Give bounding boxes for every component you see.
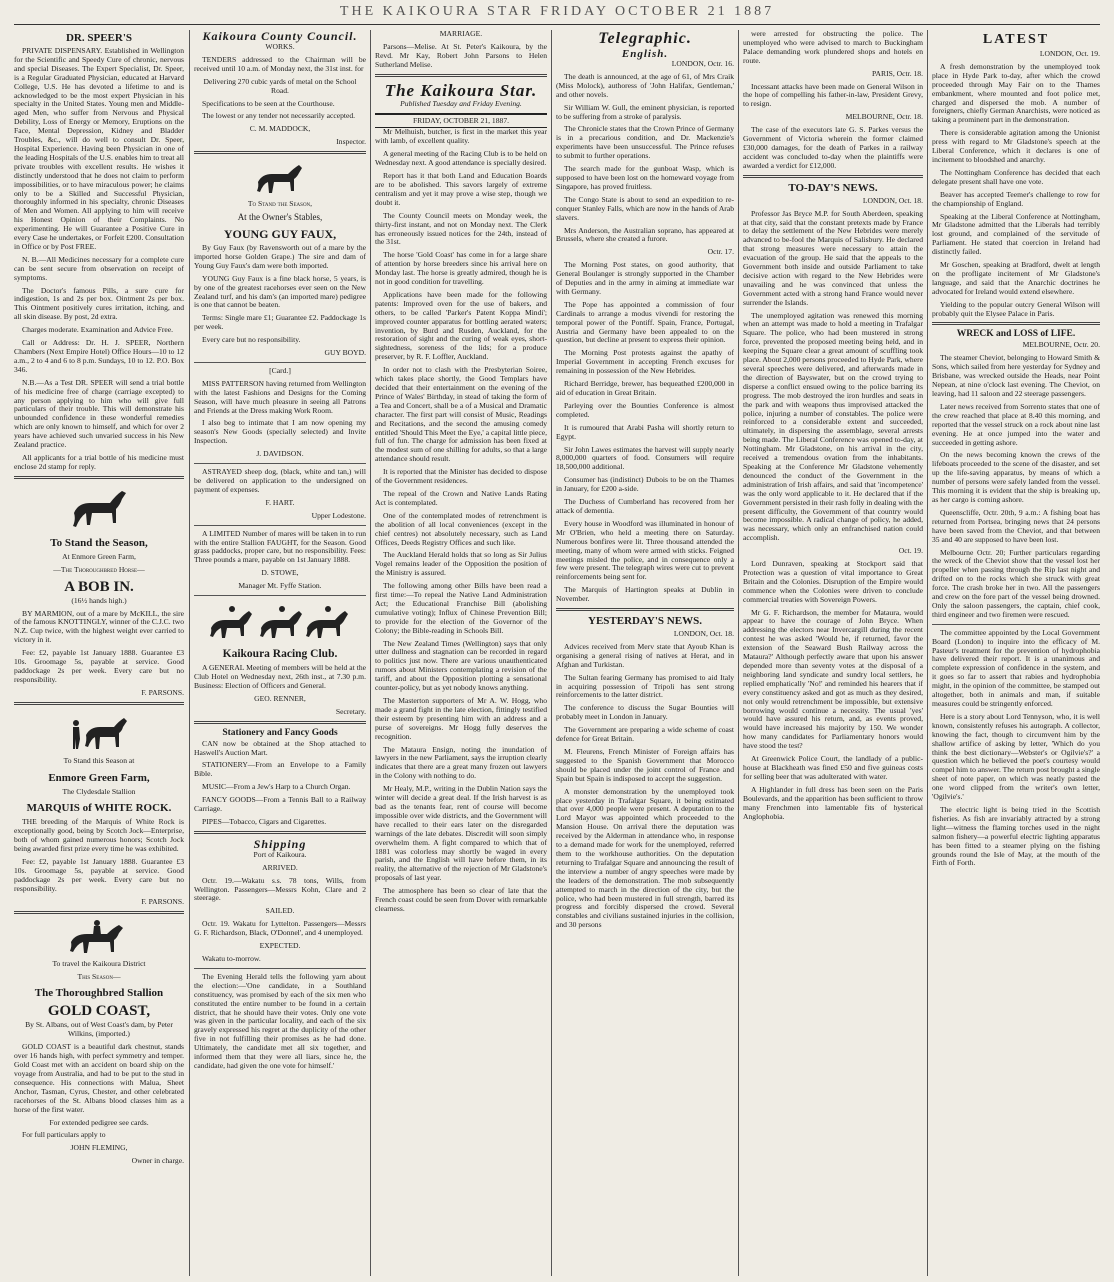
divider	[743, 175, 923, 178]
bob-hands: (16½ hands high.)	[71, 595, 127, 605]
secretary: Secretary.	[335, 706, 366, 716]
news-paragraph: Beaver has accepted Teemer's challenge to row for the championship of England.	[932, 189, 1100, 208]
speer-title: DR. SPEER'S	[65, 32, 133, 44]
bob-name: A BOB IN.	[64, 578, 134, 595]
davidson-notice: I also beg to intimate that I am now opening my season's New Goods (specially selected) and Invite Inspection.	[194, 418, 366, 446]
news-paragraph: The committee appointed by the Local Government Board (London) to inquire into the efficacy of M. Pasteur's treatment for the prevention of hydrophobia have delivered their report. It is a unanimous and complete expression of confidence in the system, and it goes so far to assert that rabies and hydrophobia might, in the opinion of the committee, be stamped out altogether, both in animals and man, if suitable measures could be stringently enforced.	[932, 627, 1100, 708]
dateline: MELBOURNE, Octr. 20.	[1022, 340, 1100, 350]
news-paragraph: The conference to discuss the Sugar Bounties will probably meet in London in January.	[556, 703, 734, 722]
divider	[194, 463, 366, 464]
news-paragraph: One of the contemplated modes of retrenchment is the abolition of all local conveniences (except in the chief centres) not absolutely necessary, such as Land Offices, Deeds Registry Offices and such like.	[375, 510, 547, 547]
yesterdays-news-heading: YESTERDAY'S NEWS.	[588, 615, 702, 628]
dateline: LONDON, Oct. 18.	[673, 629, 734, 639]
news-paragraph: A Highlander in full dress has been seen on the Paris Boulevards, and the apparition has been sufficient to throw many Frenchmen into lamentable fits of hysterical Anglophobia.	[743, 784, 923, 821]
dateline: MELBOURNE, Octr. 18.	[845, 112, 923, 122]
column-6	[932, 30, 1100, 1276]
divider	[194, 525, 366, 526]
stationery-item: STATIONERY—From an Envelope to a Family Bible.	[194, 760, 366, 779]
news-paragraph: Parleying over the Bounties Conference is almost completed.	[556, 400, 734, 419]
news-paragraph: Melbourne Octr. 20; Further particulars regarding the wreck of the Cheviot show that the vessel lost her propeller when passing through the Rip last night and drifted on to the rocks which she struck with great force. The crash broke her in two. All the passengers and crew on the fore part of the vessel being drowned. Only the saloon passengers, the captain, chief cook, third engineer and two firemen were rescued.	[932, 547, 1100, 619]
news-paragraph: The Duchess of Cumberland has recovered from her attack of dementia.	[556, 497, 734, 515]
yg-terms: Terms: Single mare £1; Guarantee £2. Paddockage 1s per week.	[194, 313, 366, 332]
news-paragraph: The horse 'Gold Coast' has come in for a large share of attention by horse breeders since his arrival here on Monday last. The horse is greatly admired, though he is not in good condition for travelling.	[375, 250, 547, 287]
english-heading: English.	[621, 48, 669, 60]
news-paragraph: There is considerable agitation among the Unionist press with regard to Mr Gladstone's speech at the Liberal Conference, which it declares is one of incitement to bloodshed and anarchy.	[932, 128, 1100, 164]
inspector: Inspector.	[336, 137, 366, 147]
mw-heading: To Stand this Season at	[63, 755, 135, 765]
sailed-heading: SAILED.	[265, 906, 295, 916]
bob-heading: To Stand the Season,	[50, 536, 148, 549]
news-paragraph: The atmosphere has been so clear of late that the French coast could be seen from Dover with remarkable clearness.	[375, 886, 547, 913]
gc-charge: Owner in charge.	[131, 1156, 184, 1166]
mw-fee: Fee: £2, payable 1st January 1888. Guarantee £3 10s. Groomage 5s, payable at service. Good paddockage 2s per week. Every care but no responsibility.	[14, 857, 184, 893]
gc-season: This Season—	[77, 971, 121, 981]
news-paragraph: Every house in Woodford was illuminated in honour of Mr O'Brien, who held a meeting there on Saturday. Numerous bonfires were lit. Three thousand attended the meeting, many of whom were armed with sticks. Feigned meetings misled the police, and in consequence only a few were present. The telegraph wires were cut to prevent reinforcements being sent for.	[556, 518, 734, 582]
divider	[14, 911, 184, 914]
news-paragraph: The Pope has appointed a commission of four Cardinals to arrange a modus vivendi for restoring the temporal power of the Pontiff. Spain, France, Portugal, Austria and Germany have been appealed to on the question, but decline at present to express their opinion.	[556, 299, 734, 345]
news-paragraph: Sir William W. Gull, the eminent physician, is reported to be suffering from a stroke of paralysis.	[556, 102, 734, 121]
shipping-title: Shipping	[253, 836, 307, 851]
news-paragraph: The Masterton supporters of Mr A. W. Hogg, who made a grand fight in the late election, fittingly testified their esteem by presenting him with an address and a purse of sovereigns. Mr Hogg fully deserves the recognition.	[375, 696, 547, 741]
news-paragraph: At Greenwick Police Court, the landlady of a public-house at Blackheath was fined £50 and five guineas costs for selling beer that was adulterated with water.	[743, 754, 923, 781]
news-paragraph: The Congo State is about to send an expedition to re-conquer Stanley Falls, which are now in the hands of Arab slavers.	[556, 194, 734, 222]
news-paragraph: The steamer Cheviot, belonging to Howard Smith & Sons, which sailed from here yesterday for Sydney and Brisbane, was wrecked outside the Heads, near Point Nepean, at nine o'clock last evening. The Cheviot, on leaving, had 11 saloon and 22 steerage passengers.	[932, 353, 1100, 398]
marriage-heading: MARRIAGE.	[439, 30, 483, 38]
yg-heading: To Stand the Season,	[247, 199, 313, 209]
divider	[14, 702, 184, 705]
maddock: C. M. MADDOCK,	[249, 124, 311, 134]
specs: Specifications to be seen at the Courthouse.	[202, 98, 335, 108]
speer-body: PRIVATE DISPENSARY. Established in Wellington for the Scientific and Speedy Cure of chronic, nervous and special Diseases. The Expert Specialist, Dr. Speer, is a Regular Graduated Physician, educated at Harvard College, U.S. He has devoted a lifetime to and is acknowledged to be the most expert Physician in his specialty in the United States. Young men and Middle-aged Men, who suffer from Nervous and Physical Debility, Loss of Energy or Memory, Eruptions on the Face, Mental Depression, Kidney and Bladder Troubles, &c., will do well to consult Dr. Speer, Hospital Experience. Having been Physician in one of the leading Hospitals of the U.S. enables him to treat all private troubles with excellent results. He wishes it distinctly understood that he does not claim to perform impossibilities, or to have miraculous power; he claims only to be a Skilled and Successful Physician, thoroughly informed in his specialty, chronic Diseases of Men and Women. All applying to him will receive his Honest Opinion of their Complaints. No experimenting. He will Guarantee a Positive Cure in every Case he undertakes, or Forfeit £200. Consultation in Office or by Post FREE.	[14, 46, 184, 251]
stationery-title: Stationery and Fancy Goods	[222, 727, 338, 738]
masthead-rule	[14, 24, 1100, 25]
divider	[375, 74, 547, 77]
yg-care: Every care but no responsibility.	[202, 335, 301, 345]
gc-heading: To travel the Kaikoura District	[52, 958, 146, 968]
racing-title: Kaikoura Racing Club.	[222, 648, 338, 661]
issue-date: FRIDAY, OCTOBER 21, 1887.	[375, 113, 547, 129]
gc-name: GOLD COAST,	[47, 1003, 151, 1020]
news-paragraph: In order not to clash with the Presbyterian Soiree, which takes place shortly, the Good Templars have decided that their entertainment on the evening of the Prince of Wales' Birthday, in stead of taking the form of a Tea and Concert, shall be a of a Musical and Dramatic character. The first part will consist of Music, Readings and Recitations, and the second the amusing comedy entitled 'Should This Meet the Eye,' a capital little piece, full of fun. The charge for admission has been fixed at the modest sum of one shilling for adults, so that a large attendance should result.	[375, 365, 547, 464]
news-paragraph: were arrested for obstructing the police. The unemployed who were advised to march to Buckingham Palace demanding work plundered shops and hotels en route.	[743, 30, 923, 65]
stationery-item: MUSIC—From a Jew's Harp to a Church Organ.	[202, 782, 351, 792]
news-paragraph: It is rumoured that Arabi Pasha will shortly return to Egypt.	[556, 422, 734, 441]
news-paragraph: The New Zealand Times (Wellington) says that only utter dullness and stagnation can be recorded in regard to politics just now. There are various unauthenticated rumors about Ministers contemplating a revision of the tariff, and about the Opposition plotting a sensational counter-policy, but as yet nobody knows anything.	[375, 638, 547, 693]
column-3	[375, 30, 547, 1276]
works-heading: WORKS.	[265, 42, 295, 51]
news-paragraph: Incessant attacks have been made on General Wilson in the hope of compelling his father-in-law, President Grevy, to resign.	[743, 81, 923, 109]
column-divider	[370, 30, 371, 1276]
news-paragraph: The Chronicle states that the Crown Prince of Germany is in a precarious condition, and Dr. Mackenzie's experiments have been unsuccessful. The Prince refuses to submit to further operations.	[556, 124, 734, 161]
dateline: LONDON, Oct. 18.	[862, 195, 923, 205]
yg-name: YOUNG GUY FAUX,	[223, 226, 337, 241]
news-paragraph: The Sultan fearing Germany has promised to aid Italy in acquiring possession of Tripoli has sent strong reinforcements to the latter district.	[556, 672, 734, 700]
news-paragraph: The following among other Bills have been read a first time:—To repeal the Native Land Administration Act; the Educational Franchise Bill (abolishing cumulative voting); Influx of Chinese Prevention Bill; to provide for the election of the Governor of the Colony; the Bible-reading in Schools Bill.	[375, 581, 547, 635]
gc-cards: For extended pedigree see cards.	[49, 1117, 149, 1127]
mw-body: THE breeding of the Marquis of White Rock is exceptionally good, being by Scotch Jock—Enterprise, both of whom gained numerous honors; Scotch Jock being awarded first prize every time he was exhibited.	[14, 817, 184, 854]
news-paragraph: Sir John Lawes estimates the harvest will supply nearly 8,000,000 quarters of food. Consumers will require 18,500,000 additional.	[556, 444, 734, 472]
gc-by: By St. Albans, out of West Coast's dam, by Peter Wilkins, (imported.)	[25, 1020, 173, 1039]
news-paragraph: Here is a story about Lord Tennyson, who, it is well known, consistently refuses his autograph. A collector, knowing the fact, though to circumvent him by the shallow artifice of asking by letter, 'Which do you think the best dictionary—Webster's or Ogilvie's?' a question which he believed the poet's courtesy would compel him to answer. The return post brought a single sheet of note paper, on which was neatly pasted the one word clipped from the writer's own letter, 'Ogilvie's.'	[932, 711, 1100, 802]
divider	[194, 721, 366, 724]
dateline: Oct. 19.	[898, 546, 923, 556]
column-divider	[551, 30, 552, 1276]
news-paragraph: A monster demonstration by the unemployed took place yesterday in Trafalgar Square, it being estimated that over 4,000 people were present. A deputation to the Lord Mayor was appointed which proceeded to the Mansion House. On arrival there the deputation was received by the Alderman in attendance who, in response to a demand made for work for the unemployed, referred them to the workhouse authorities. On the deputation returning to Trafalgar Square and announcing the result of the interview a number of angry speeches were made by the leaders of the demonstration. The mob subsequently attempted to march in the direction of the city, but the police, who had been mustered in full strength, barred its progress and forcibly dispersed the crowd. Several constables and civilians sustained injuries in the collision, and 30 persons	[556, 786, 734, 930]
stowe-title: Manager Mt. Fyffe Station.	[238, 581, 322, 591]
news-paragraph: The Morning Post protests against the apathy of Imperial Government in accepting French excuses for remaining in possession of the New Hebrides.	[556, 348, 734, 376]
dateline: LONDON, Octr. 16.	[671, 59, 734, 68]
davidson-sign: J. DAVIDSON.	[256, 449, 304, 459]
news-paragraph: Mr Melhuish, butcher, is first in the market this year with lamb, of excellent quality.	[375, 127, 547, 146]
gc-particulars: For full particulars apply to	[22, 1130, 106, 1140]
mw-name: MARQUIS of WHITE ROCK.	[26, 802, 172, 815]
divider	[932, 322, 1100, 325]
news-paragraph: The unemployed agitation was renewed this morning when an attempt was made to hold a meeting in Trafalgar Square. The police, who had been mustered in strong force, prevented the proposed meeting being held, and in keeping the Square clear a great amount of scuffling took place. About 2,000 persons proceeded to Hyde Park, where several speeches were delivered, and afterwards made in the direction of Bayswater, but on the crowd trying to disperse a conflict ensued owing to the police barring its progress. The mob destroyed the iron hurdles and seats in the park and with weapons thus improvised attacked the police, injuring a number of constables. The police were reinforced to a considerable extent and succeeded, ultimately, in dispersing the assemblage, several arrests being made. The Liberal Conference was opened to-day, at Nottingham. Mr Gladstone, on his arrival in the city, received a tremendous ovation from the inhabitants. Speaking at the Conference Mr Gladstone vehemently denounced the conduct of the Government in the administration of Irish affairs, and said that 'incompetence' was the only word applicable to it. He declared that if the Government persisted in their rash folly in dealing with the present difficulty, the Government of that country would become impossible. A radical change of policy, he added, was necessary, which only an enfranchised nation could accomplish.	[743, 310, 923, 543]
gc-sub: The Thoroughbred Stallion	[34, 987, 164, 1000]
divider	[556, 608, 734, 611]
dateline: LONDON, Oct. 19.	[1039, 49, 1100, 58]
yg-body: YOUNG Guy Faux is a fine black horse, 5 years, is by one of the greatest racehorses ever seen on the New Zealand turf, and his dam's (an imported mare) pedigree is one that cannot be beaten.	[194, 273, 366, 310]
news-paragraph: A fresh demonstration by the unemployed took place in Hyde Park to-day, after which the crowd proceeded through May Fair on to the Thames embankment, where mounted and foot police met, charged and dispersed the mob. A number of foreigners, chiefly German Anarchists, were noticed as taking a prominent part in the demonstration.	[932, 61, 1100, 125]
yg-sign: GUY BOYD.	[324, 348, 366, 358]
news-paragraph: A general meeting of the Racing Club is to be held on Wednesday next. A good attendance is specially desired.	[375, 149, 547, 168]
gc-body: GOLD COAST is a beautiful dark chestnut, stands over 16 hands high, with perfect symmetry and temper. Gold Coast met with an accident on board ship on the voyage from Australia, and had to be put to the stud in consequence. His connections with Malua, Sheet Anchor, Tasman, Cyrus, Chester, and other celebrated racehorses of the St. Albans blood classes him as a horse of the first water.	[14, 1042, 184, 1114]
patterson-notice: MISS PATTERSON having returned from Wellington with the latest Fashions and Designs for the Coming Season, will have much pleasure in seeing all Patrons and Friends at the Dress making Work Room.	[194, 378, 366, 415]
expected-heading: EXPECTED.	[259, 941, 301, 951]
bob-body: BY MARMION, out of a mare by McKILL, the sire of the famous KNOTTINGLY, winner of the C.J.C. two N.Z. Cup twice, with the highest weight ever carried to victory in it.	[14, 608, 184, 645]
sailed-body: Octr. 19. Wakatu for Lyttelton. Passengers—Messrs G. F. Richardson, Black, O'Donnel', and 4 unemployed.	[194, 919, 366, 938]
mw-sub: The Clydesdale Stallion	[62, 786, 136, 796]
news-paragraph: Consumer has (indistinct) Dubois to be on the Thames in January, for £200 a-side.	[556, 475, 734, 494]
column-4	[556, 30, 734, 1276]
speer-address: Call or Address: Dr. H. J. SPEER, Northern Chambers (Next Empire Hotel) Office Hours—10 to 12 a.m., 2 to 4 and 6 to 8 p.m. Sundays, 10 to 12. P.O. Box 346.	[14, 338, 184, 374]
dateline: PARIS, Octr. 18.	[872, 68, 923, 78]
divider	[194, 362, 366, 363]
delivering: Delivering 270 cubic yards of metal on the School Road.	[203, 76, 357, 95]
council-title: Kaikoura County Council.	[202, 30, 358, 43]
bob-farm: At Enmore Green Farm,	[62, 551, 136, 561]
speer-nb2: N.B.—As a Test DR. SPEER will send a trial bottle of his medicine free of charge (carriage excepted) to any person applying to him who will give full particulars of their trouble. This will demonstrate his unbounded confidence in these wonderful remedies which are only known to himself, and which for over 2 years have achieved such unvaried success in his New Zealand practice.	[14, 377, 184, 450]
news-paragraph: The repeal of the Crown and Native Lands Rating Act is contemplated.	[375, 488, 547, 507]
marriage-body: Parsons—Melise. At St. Peter's Kaikoura, by the Revd. Mr Kay, Robert John Parsons to Helen Sutherland Melise.	[375, 41, 547, 69]
column-1	[14, 30, 184, 1276]
column-2	[194, 30, 366, 1276]
limited-notice: A LIMITED Number of mares will be taken in to run with the entire Stallion FAUGHT, for the Season. Good grass paddocks, proper care, but no responsibility. Fees: Three pounds a mare, payable on 1st January 1888.	[194, 528, 366, 565]
news-paragraph: Richard Berridge, brewer, has bequeathed £200,000 in aid of education in Great Britain.	[556, 379, 734, 397]
yg-by: By Guy Faux (by Ravensworth out of a mare by the imported horse Golden Grape.) The sire and dam of Young Guy Faux's dam were both imported.	[194, 242, 366, 270]
arrived-body: Octr. 19.—Wakatu s.s. 78 tons, Wills, from Wellington. Passengers—Messrs Kohn, Clare and 2 steerage.	[194, 875, 366, 903]
telegraphic-title: Telegraphic.	[598, 30, 692, 47]
news-paragraph: Advices received from Merv state that Ayoub Khan is organising a general rising of natives at Herat, and in Afghan and Turkistan.	[556, 641, 734, 669]
column-divider	[738, 30, 739, 1276]
stowe-sign: D. STOWE,	[261, 568, 299, 578]
stationery-intro: CAN now be obtained at the Shop attached to Haswell's Auction Mart.	[194, 738, 366, 757]
mw-farm: Enmore Green Farm,	[48, 771, 150, 784]
horse-race-illustration	[205, 600, 355, 644]
renner-sign: GEO. RENNER,	[254, 693, 306, 703]
news-paragraph: Queenscliffe, Octr. 20th, 9 a.m.: A fishing boat has returned from Portsea, bringing news that 24 persons have been saved from the Cheviot, and that between 35 and 40 are supposed to have been lost.	[932, 507, 1100, 544]
news-paragraph: Mr G. F. Richardson, the member for Mataura, would appear to have the courage of John Bryce. When addressing the electors near Invercargill during the recent contest he was asked 'Would he, if returned, favor the extension of the Seaward Bush Railway across the Mataura?' Although perfectly aware that upon his answer depended more than seventy votes at the disposal of a neighboring land syndicate and sundry local settlers, he replied emphatically 'No!' and reminded his hearers that if every constituency asked and got as much as they desired, not only would retrenchment be impossible, but extensive borrowing would continue a necessity. The usual 'yes' would have assured his return, and, as events proved, would have increased his majority by 150. We wonder how many candidates for Parliamentary honors would have stood the test?	[743, 607, 923, 751]
mw-sign: F. PARSONS.	[141, 896, 184, 906]
news-paragraph: Report has it that both Land and Education Boards are to be abolished. This savors largely of extreme centralism and yet it may prove a wise step, though we doubt it.	[375, 171, 547, 207]
arrived-heading: ARRIVED.	[262, 862, 298, 872]
speer-charges: Charges moderate. Examination and Advice Free.	[22, 325, 174, 335]
news-paragraph: The Morning Post states, on good authority, that General Boulanger is strongly supported in the Chamber of Deputies and in the army in aiming at immediate war with Germany.	[556, 260, 734, 296]
news-paragraph: The County Council meets on Monday week, the thirty-first instant, and not on Monday next. The Clerk has erroneously issued notices for the 24th, instead of the 31st.	[375, 210, 547, 247]
speer-nb: N. B.—All Medicines necessary for a complete cure can be sent secure from observation on receipt of symptoms.	[14, 254, 184, 282]
column-divider	[189, 30, 190, 1276]
divider	[194, 151, 366, 154]
news-paragraph: Professor Jas Bryce M.P. for South Aberdeen, speaking at that city, said that the constant pretexts made by France to delay the settlement of the New Hebrides were merely advanced to be-fool the Marquis of Salisbury. He declared that strong measures were necessary to attain the evacuation of the group. He said that the appeals to the Government both inside and outside Parliament to take decisive action with regard to the New Hebrides were unavailing and he was convinced that unless the Government acted with a strong hand France would never surrender the Islands.	[743, 208, 923, 307]
divider	[14, 476, 184, 479]
news-paragraph: The Nottingham Conference has decided that each delegate present shall have one vote.	[932, 167, 1100, 186]
gc-sign: JOHN FLEMING,	[70, 1143, 128, 1153]
horse-and-rider-illustration	[59, 918, 139, 958]
horse-and-groom-illustration	[64, 709, 134, 755]
stationery-item: PIPES—Tobacco, Cigars and Cigarettes.	[202, 816, 327, 826]
news-paragraph: Mrs Anderson, the Australian soprano, has appeared at Brussels, where she created a furore.	[556, 225, 734, 244]
news-paragraph: The Government are preparing a wide scheme of coast defence for Great Britain.	[556, 725, 734, 744]
card-heading: [Card.]	[269, 365, 291, 375]
tenders: TENDERS addressed to the Chairman will be received until 10 a.m. of Monday next, the 31st inst. for	[194, 54, 366, 73]
news-paragraph: The Mataura Ensign, noting the inundation of lawyers in the new Parliament, says the irruption clearly indicates that there are a great many frozen out lawyers in the Colony with nothing to do.	[375, 744, 547, 781]
news-paragraph: Speaking at the Liberal Conference at Nottingham, Mr Gladstone admitted that the Liberals had terribly lost ground, and complained of the servitude of Parliament. He stated that coercion in Ireland had distinctly failed.	[932, 211, 1100, 257]
masthead: THE KAIKOURA STAR FRIDAY OCTOBER 21 1887	[339, 4, 775, 19]
news-paragraph: The electric light is being tried in the Scottish fisheries. As fish are invariably attracted by a strong light—witness the flaming torches used in the night salmon fishery—a powerful electric lighting apparatus has been fitted to a steamer plying on the fishing grounds round the Isle of May, at the mouth of the Firth of Forth.	[932, 804, 1100, 868]
divider	[932, 624, 1100, 625]
news-paragraph: Mr Healy, M.P., writing in the Dublin Nation says the winter will decide a great deal. If the Irish harvest is as bad as the tenants fear, rent of course will become impossible over wide districts, and the Government will have recalled to their ears later on the disregarded warnings of the late debates. Discredit will soon simply overwhelm them. A fight compared to which that of 1881 was colorless may shortly be waged in every parish, and the English will have before them, in its reality, the alternative of the rejection of Mr Gladstone's proposals of last year.	[375, 784, 547, 883]
racing-body: A GENERAL Meeting of members will be held at the Club Hotel on Wednesday next, 26th inst., at 7.30 p.m. Business: Election of Officers and General.	[194, 663, 366, 690]
news-paragraph: Mr Goschen, speaking at Bradford, dwelt at length on the profligate incitement of Mr Gladstone's language, and said that the Anarchic doctrines he advocated for Ireland would extend elsewhere.	[932, 260, 1100, 296]
bob-sign: F. PARSONS.	[141, 687, 184, 697]
column-divider	[927, 30, 928, 1276]
news-paragraph: On the news becoming known the crews of the lifeboats proceeded to the scene of the disaster, and set up the life-saving apparatus, by means of which a number of persons were safely landed from the vessel. This morning it is evident that the ship is breaking up, as her cargo is coming ashore.	[932, 450, 1100, 504]
news-paragraph: The case of the executors late G. S. Parkes versus the Government of Victoria wherein the former claimed £30,000 damages, for the death of Parkes in a railway accident was concluded to-day when the plaintiffs were awarded a verdict for £12,000.	[743, 125, 923, 170]
news-paragraph: It is reported that the Minister has decided to dispose of the Government residences.	[375, 467, 547, 486]
bob-sub: —The Thoroughbred Horse—	[53, 564, 145, 574]
divider	[194, 968, 366, 969]
column-5	[743, 30, 923, 1276]
herald-paragraph: The Evening Herald tells the following yarn about the election:—'One candidate, in a Southland constituency, was promised by each of the six men who constituted the entire number to be found in a certain district, that he should have their votes. Only one vote was given in the particular locality, and each of the six gravely expressed his regret at the duplicity of the other five in not fulfilling their promises as he had done. Ultimately, the candidate met all six together, and informed them that they were all liars, since he, the candidate, had given the one vote for himself.'	[194, 971, 366, 1070]
news-paragraph: Lord Dunraven, speaking at Stockport said that Protection was a question of vital importance to Great Britain and the Colonies. Disruption of the Empire would commence when the Colonies were driven to conclude commercial treaties with Sovereign Powers.	[743, 559, 923, 604]
todays-news-heading: TO-DAY'S NEWS.	[788, 181, 878, 194]
news-paragraph: The death is announced, at the age of 61, of Mrs Craik (Miss Molock), authoress of 'John Halifax, Gentleman,' and other novels.	[556, 71, 734, 99]
horse-illustration	[250, 158, 310, 198]
paper-title: The Kaikoura Star.	[384, 80, 538, 100]
expected-body: Wakatu to-morrow.	[202, 954, 261, 963]
divider	[194, 831, 366, 834]
wreck-heading: WRECK and LOSS of LIFE.	[956, 329, 1076, 340]
published-line: Published Tuesday and Friday Evening.	[400, 98, 522, 108]
bob-fee: Fee: £2, payable 1st January 1888. Guarantee £3 10s. Groomage 5s, payable at service. Good paddockage 2s per week. Every care but no responsibility.	[14, 648, 184, 684]
news-paragraph: The search made for the gunboat Wasp, which is supposed to have been lost on the homeward voyage from Singapore, has proved fruitless.	[556, 164, 734, 191]
news-paragraph: Yielding to the popular outcry General Wilson will probably quit the Elysee Palace in Paris.	[932, 299, 1100, 318]
speer-stamp: All applicants for a trial bottle of his medicine must enclose 2d stamp for reply.	[14, 452, 184, 471]
port-heading: Port of Kaikoura.	[253, 849, 307, 859]
latest-heading: LATEST	[982, 32, 1050, 47]
lowest: The lowest or any tender not necessarily accepted.	[202, 111, 356, 121]
astrayed-notice: ASTRAYED sheep dog, (black, white and tan,) will be delivered on application to the undersigned on payment of expenses.	[194, 467, 366, 494]
news-paragraph: M. Fleurens, French Minister of Foreign affairs has suggested to the Spanish Government that Morocco should be placed under the joint control of France and Spain but Spain is indisposed to accept the suggestion.	[556, 747, 734, 783]
speer-pills: The Doctor's famous Pills, a sure cure for indigestion, 1s and 2s per box. Ointment 2s per box. This Ointment positively cures irritation, itching, and all skin disease. By post, 2d extra.	[14, 285, 184, 322]
news-paragraph: The Auckland Herald holds that so long as Sir Julius Vogel remains leader of the Opposition the position of the Ministry is assured.	[375, 550, 547, 578]
divider	[194, 595, 366, 596]
dateline: Octr. 17.	[707, 247, 734, 257]
horse-illustration	[64, 483, 134, 533]
hart-sign: F. HART.	[265, 497, 295, 507]
news-paragraph: Applications have been made for the following patents: Improved oven for the use of bakers, and others, to be called 'Parker's Patent Koppa Mindi'; improved counter apparatus for bottling aerated waters; invention, by Burd and Rusden, Auckland, for the restoration of sight and the curing of weak eyes, short-sightedness, soreness of the lids; for a produce preserver, by R. F. Loffler, Auckland.	[375, 289, 547, 362]
yg-stables: At the Owner's Stables,	[237, 212, 323, 223]
news-paragraph: The Marquis of Hartington speaks at Dublin in November.	[556, 585, 734, 604]
hart-place: Upper Lodestone.	[311, 510, 366, 520]
news-paragraph: Later news received from Sorrento states that one of the crew reached that place at 8.40 this morning, and reported that the vessel struck on a rock about nine last evening. He at once jumped into the water and succeeded in getting ashore.	[932, 401, 1100, 447]
stationery-item: FANCY GOODS—From a Tennis Ball to a Railway Carriage.	[194, 795, 366, 814]
